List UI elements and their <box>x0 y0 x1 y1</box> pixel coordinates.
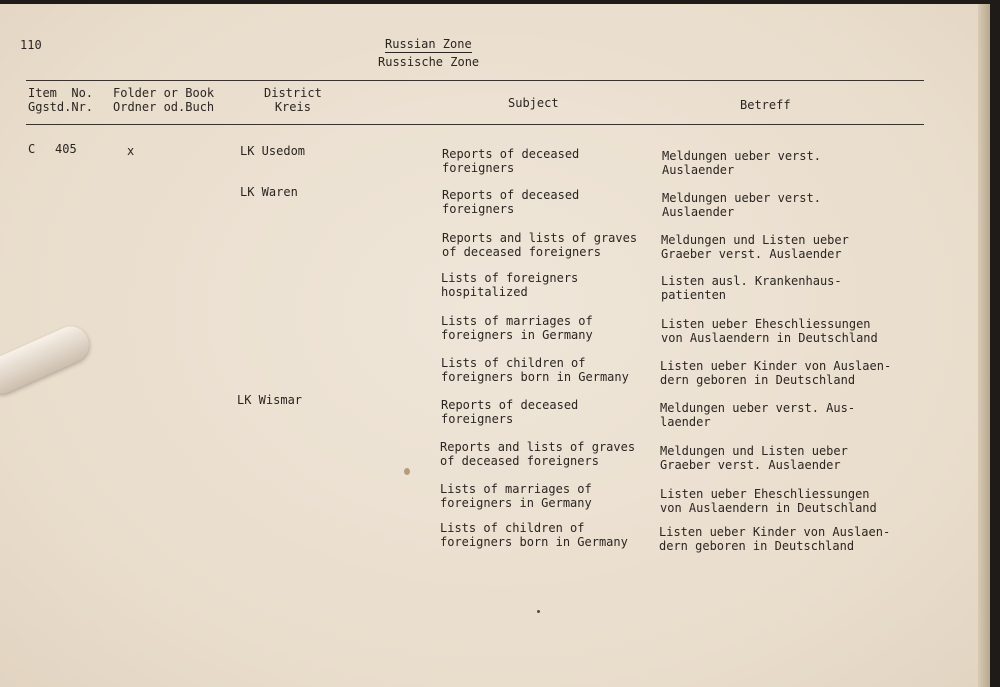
header-bottom-rule <box>26 124 924 125</box>
header-district: District Kreis <box>264 86 322 114</box>
document-page <box>0 4 990 687</box>
header-subject: Subject <box>508 96 559 110</box>
row-betreff: Listen ueber Kinder von Auslaen- dern geboren in Deutschland <box>659 525 891 553</box>
paper-scratch-mark <box>0 321 94 399</box>
row-subject: Reports and lists of graves of deceased foreigners <box>440 440 636 468</box>
row-betreff: Meldungen und Listen ueber Graeber verst. Auslaender <box>661 233 849 261</box>
row-subject: Reports of deceased foreigners <box>441 398 579 426</box>
row-district: LK Wismar <box>237 393 303 407</box>
header-folder: Folder or Book Ordner od.Buch <box>113 86 215 114</box>
header-item-no: Item No. Ggstd.Nr. <box>28 86 94 114</box>
row-subject: Lists of children of foreigners born in Germany <box>440 521 628 549</box>
row-subject: Lists of children of foreigners born in Germany <box>441 356 629 384</box>
row-subject: Lists of marriages of foreigners in Germany <box>440 482 592 510</box>
row-betreff: Meldungen ueber verst. Auslaender <box>662 149 821 177</box>
paper-speck <box>404 468 410 475</box>
row-subject: Reports of deceased foreigners <box>442 147 580 175</box>
row-betreff: Listen ueber Eheschliessungen von Auslaendern in Deutschland <box>660 487 877 515</box>
paper-dot <box>537 610 540 613</box>
folder-mark: x <box>127 144 135 158</box>
zone-subtitle: Russische Zone <box>378 55 480 69</box>
item-number: 405 <box>55 142 77 156</box>
row-subject: Reports and lists of graves of deceased foreigners <box>442 231 638 259</box>
row-betreff: Meldungen ueber verst. Auslaender <box>662 191 821 219</box>
row-betreff: Listen ueber Kinder von Auslaen- dern geboren in Deutschland <box>660 359 892 387</box>
row-betreff: Listen ueber Eheschliessungen von Auslaendern in Deutschland <box>661 317 878 345</box>
header-top-rule <box>26 80 924 81</box>
row-district: LK Usedom <box>240 144 306 158</box>
row-subject: Reports of deceased foreigners <box>442 188 580 216</box>
row-subject: Lists of foreigners hospitalized <box>441 271 579 299</box>
page-edge <box>978 4 990 687</box>
header-betreff: Betreff <box>740 98 791 112</box>
page-number: 110 <box>20 38 42 52</box>
item-letter: C <box>28 142 36 156</box>
row-district: LK Waren <box>240 185 298 199</box>
row-betreff: Meldungen und Listen ueber Graeber verst. Auslaender <box>660 444 848 472</box>
row-betreff: Meldungen ueber verst. Aus- laender <box>660 401 856 429</box>
zone-title: Russian Zone <box>385 37 472 51</box>
row-betreff: Listen ausl. Krankenhaus- patienten <box>661 274 842 302</box>
row-subject: Lists of marriages of foreigners in Germany <box>441 314 593 342</box>
